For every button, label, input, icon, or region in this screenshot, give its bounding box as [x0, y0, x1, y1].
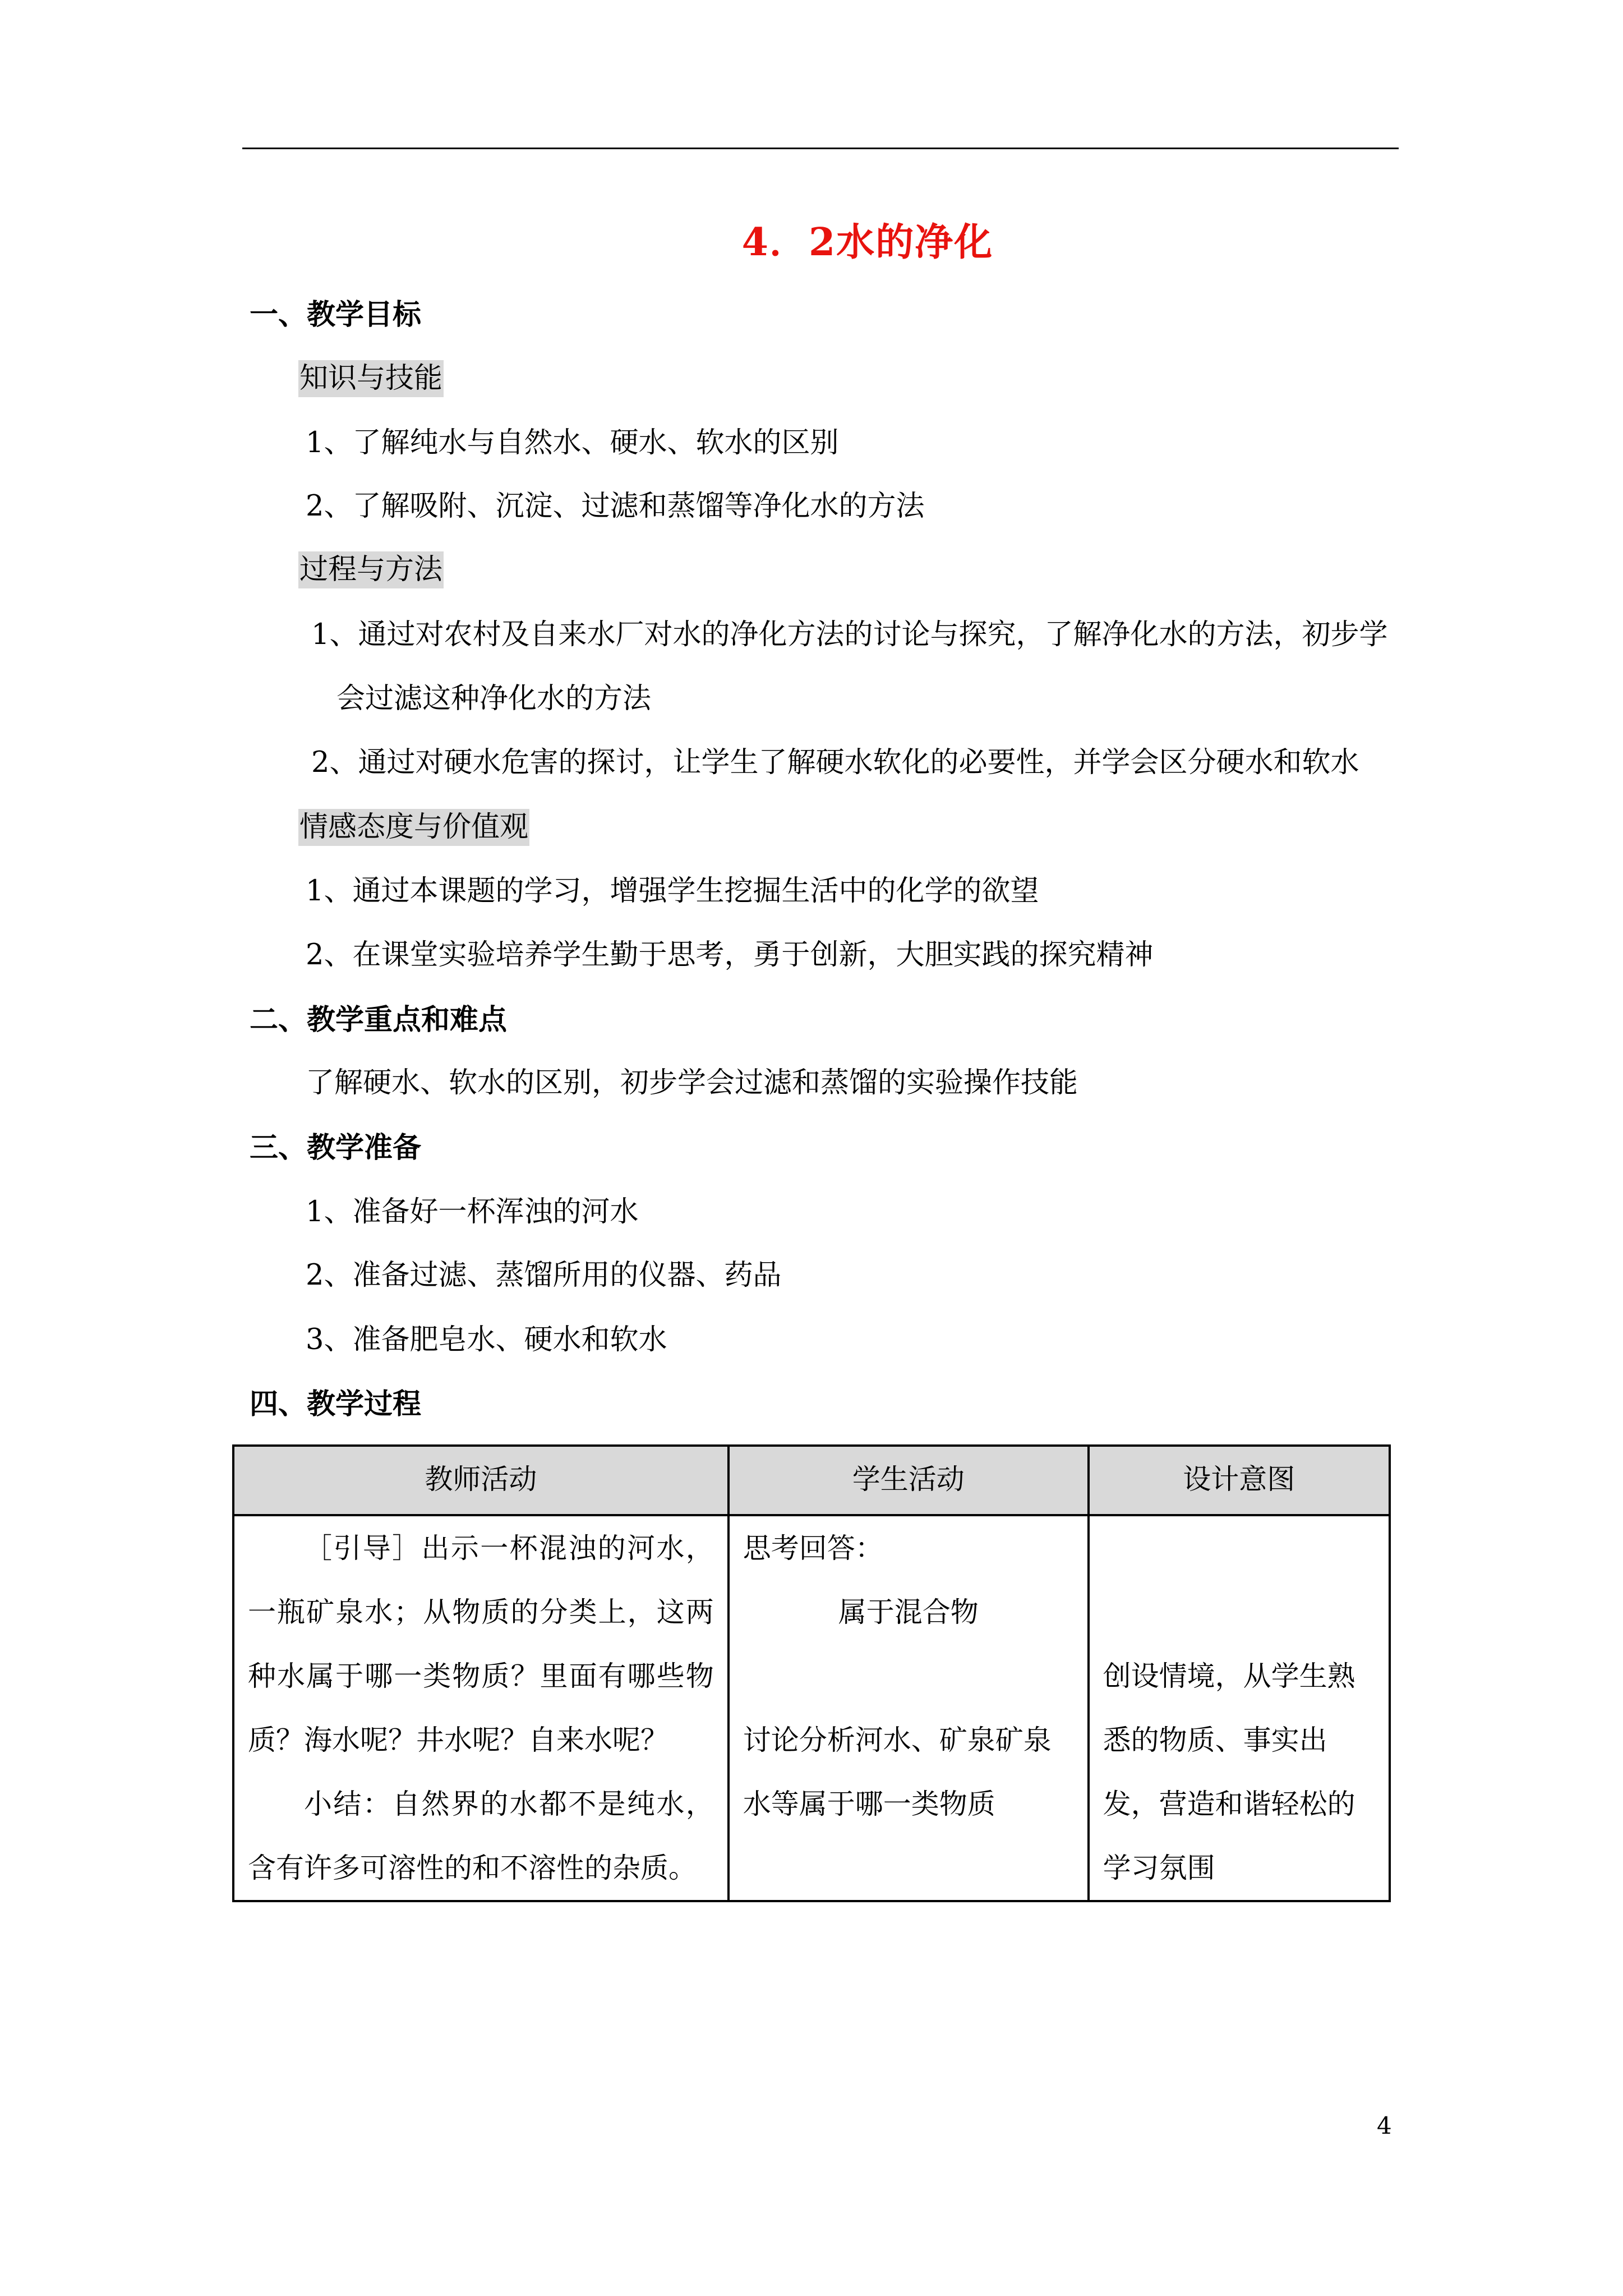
- page-title: 4．2水的净化: [741, 220, 994, 265]
- paragraph: 了解硬水、软水的区别，初步学会过滤和蒸馏的实验操作技能: [306, 1066, 1078, 1099]
- subheading-knowledge: 知识与技能: [298, 360, 444, 397]
- teacher-summary-text: 小结：自然界的水都不是纯水，含有许多可溶性的和不溶性的杂质。: [248, 1788, 714, 1884]
- student-text-discuss: 讨论分析河水、矿泉矿泉水等属于哪一类物质: [743, 1724, 1052, 1820]
- section-heading-preparation: 三、教学准备: [250, 1131, 422, 1165]
- column-header-student: 学生活动: [728, 1446, 1089, 1515]
- section-heading-key-points: 二、教学重点和难点: [250, 1003, 508, 1037]
- student-activity-cell: [728, 1515, 1089, 1901]
- list-item: 1、了解纯水与自然水、硬水、软水的区别: [306, 426, 839, 459]
- list-item: 2、在课堂实验培养学生勤于思考，勇于创新，大胆实践的探究精神: [306, 938, 1154, 972]
- table-row: [233, 1515, 1390, 1901]
- teacher-guidance-text: ［引导］出示一杯混浊的河水，一瓶矿泉水；从物质的分类上，这两种水属于哪一类物质？里面有哪些物质？海水呢？井水呢？自来水呢？: [248, 1532, 714, 1756]
- list-item: 1、通过本课题的学习，增强学生挖掘生活中的化学的欲望: [306, 875, 1039, 908]
- column-header-design: 设计意图: [1089, 1446, 1390, 1515]
- section-heading-process: 四、教学过程: [250, 1387, 422, 1421]
- column-header-teacher: 教师活动: [233, 1446, 728, 1515]
- spacer: [743, 1644, 1074, 1708]
- table-header-row: [233, 1446, 1390, 1515]
- teaching-process-table: [232, 1444, 1391, 1902]
- list-item: 1、通过对农村及自来水厂对水的净化方法的讨论与探究，了解净化水的方法，初步学: [311, 618, 1388, 651]
- subheading-process: 过程与方法: [298, 551, 444, 588]
- section-heading-objectives: 一、教学目标: [250, 298, 422, 332]
- list-item-continuation: 会过滤这种净化水的方法: [336, 682, 652, 715]
- student-text-think: 思考回答：: [743, 1532, 883, 1565]
- student-text-answer: 属于混合物: [838, 1596, 979, 1628]
- list-item: 2、了解吸附、沉淀、过滤和蒸馏等净化水的方法: [306, 490, 925, 523]
- page-number: 4: [1377, 2112, 1392, 2139]
- list-item: 3、准备肥皂水、硬水和软水: [306, 1323, 667, 1356]
- spacer: [1103, 1516, 1375, 1580]
- spacer: [1103, 1580, 1375, 1644]
- list-item: 1、准备好一杯浑浊的河水: [306, 1195, 639, 1228]
- subheading-attitude: 情感态度与价值观: [298, 809, 529, 846]
- list-item: 2、准备过滤、蒸馏所用的仪器、药品: [306, 1259, 782, 1292]
- design-intent-cell: [1089, 1515, 1390, 1901]
- teacher-activity-cell: [233, 1515, 728, 1901]
- list-item: 2、通过对硬水危害的探讨，让学生了解硬水软化的必要性，并学会区分硬水和软水: [311, 746, 1359, 779]
- header-rule: [242, 148, 1399, 149]
- design-intent-text: 创设情境，从学生熟悉的物质、事实出发，营造和谐轻松的学习氛围: [1103, 1660, 1355, 1884]
